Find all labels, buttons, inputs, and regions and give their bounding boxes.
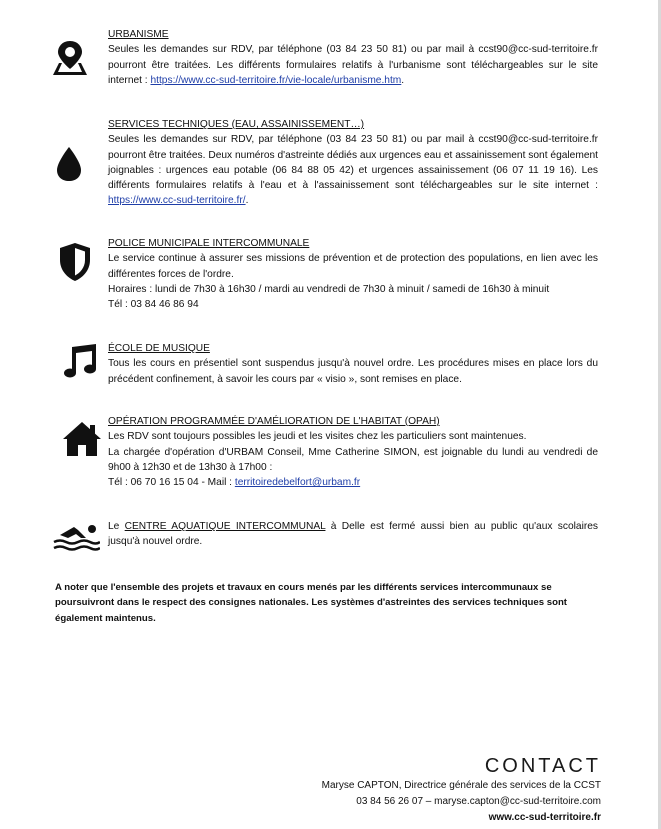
section-contact-line: Tél : 06 70 16 15 04 - Mail : territoiredebelfort@urbam.fr (108, 477, 361, 489)
section-hours: Horaires : lundi de 7h30 à 16h30 / mardi au vendredi de 7h30 à minuit / samedi de 16h30 à minuit (108, 283, 550, 295)
section-body: Seules les demandes sur RDV, par téléphone (03 84 23 50 81) ou par mail à ccst90@cc-sud-territoire.fr pourront être traitées. Deux numéros d'astreinte dédiés aux urgences eau et assainissement sont également joignables : urgences eau potable (06 84 88 05 42) et urgences assainissement (06 07 11 19 16). Les différents formulaires relatifs à l'eau et à l'assainissement sont téléchargeables sur le site internet : https://www.cc-sud-territoire.fr/. (108, 134, 598, 207)
section-phone: Tél : 03 84 46 86 94 (108, 299, 199, 311)
services-link[interactable]: https://www.cc-sud-territoire.fr/ (108, 195, 246, 207)
section-body: Le CENTRE AQUATIQUE INTERCOMMUNAL à Delle est fermé aussi bien au public qu'aux scolaires jusqu'à nouvel ordre. (108, 521, 598, 548)
section-title: ÉCOLE DE MUSIQUE (108, 343, 210, 354)
closing-note: A noter que l'ensemble des projets et travaux en cours menés par les différents services intercommunaux se poursuivront dans le respect des consignes nationales. Les systèmes d'astreintes des services techniques sont également maintenus. (55, 582, 568, 624)
section-police (50, 236, 598, 314)
section-ecole-musique (50, 341, 598, 389)
music-note-icon (62, 343, 108, 389)
section-title: CENTRE AQUATIQUE INTERCOMMUNAL (124, 521, 326, 532)
contact-website[interactable]: www.cc-sud-territoire.fr (488, 812, 601, 823)
house-icon (62, 420, 108, 466)
section-title: SERVICES TECHNIQUES (EAU, ASSAINISSEMENT…) (108, 119, 365, 130)
section-title: POLICE MUNICIPALE INTERCOMMUNALE (108, 238, 310, 249)
section-body: Le service continue à assurer ses missions de prévention et de protection des populations, en lien avec les différentes forces de l'ordre. (108, 253, 598, 280)
contact-heading: CONTACT (484, 755, 601, 777)
section-contact-person: La chargée d'opération d'URBAM Conseil, Mme Catherine SIMON, est joignable du lundi au vendredi de 9h00 à 12h30 et de 13h30 à 17h00 : (108, 446, 598, 473)
opah-email-link[interactable]: territoiredebelfort@urbam.fr (234, 477, 361, 489)
section-body: Tous les cours en présentiel sont suspendus jusqu'à nouvel ordre. Les procédures mises en place lors du précédent confinement, à savoir les cours par « visio », sont remises en place. (108, 358, 598, 385)
section-body: Seules les demandes sur RDV, par téléphone (03 84 23 50 81) ou par mail à ccst90@cc-sud-territoire.fr pourront être traitées. Les différents formulaires relatifs à l'urbanisme sont téléchargeables sur le site internet : https://www.cc-sud-territoire.fr/vie-locale/urbanisme.htm. (108, 44, 598, 86)
map-pin-icon (50, 39, 96, 85)
section-services-techniques (50, 117, 598, 209)
water-drop-icon (54, 145, 100, 191)
shield-icon (58, 242, 104, 288)
contact-name: Maryse CAPTON, Directrice générale des services de la CCST (321, 780, 601, 791)
section-title: OPÉRATION PROGRAMMÉE D'AMÉLIORATION DE L'HABITAT (OPAH) (108, 416, 440, 427)
section-body: Les RDV sont toujours possibles les jeudi et les visites chez les particuliers sont maintenues. (108, 431, 527, 443)
section-title: URBANISME (108, 29, 169, 40)
section-urbanisme (50, 27, 598, 89)
contact-phone-email: 03 84 56 26 07 – maryse.capton@cc-sud-territoire.com (356, 796, 601, 807)
urbanisme-link[interactable]: https://www.cc-sud-territoire.fr/vie-locale/urbanisme.htm (150, 74, 402, 86)
contact-block (322, 754, 601, 826)
swimmer-icon (52, 521, 98, 567)
section-centre-aquatique (50, 519, 598, 555)
section-opah (50, 414, 598, 494)
